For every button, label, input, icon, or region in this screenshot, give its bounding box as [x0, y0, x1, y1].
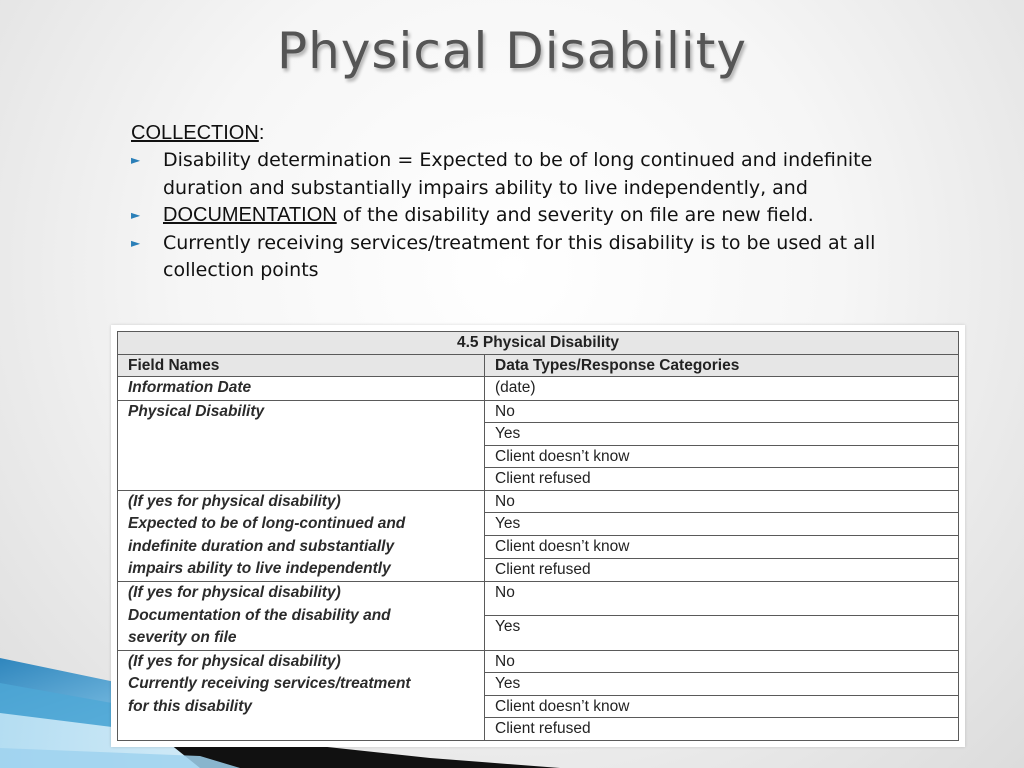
- bullet-item: [131, 147, 951, 202]
- table-caption-row: [118, 332, 959, 355]
- field-name-line: Expected to be of long-continued and: [128, 515, 406, 533]
- physical-disability-table: [117, 331, 959, 741]
- field-name-cell: [118, 581, 485, 650]
- response-category-cell: No: [485, 650, 959, 673]
- collection-heading-text: COLLECTION: [131, 122, 259, 144]
- bullet-list: [131, 147, 951, 285]
- column-header-data-types: Data Types/Response Categories: [485, 354, 959, 377]
- bullet-text: of the disability and severity on file are new field.: [336, 204, 814, 226]
- field-name-line: for this disability: [128, 697, 253, 715]
- response-category-cell: (date): [485, 377, 959, 401]
- field-name-line: (If yes for physical disability): [128, 652, 341, 670]
- collection-heading: [131, 122, 951, 145]
- collection-heading-colon: :: [258, 122, 265, 144]
- table-row: [118, 650, 959, 673]
- response-category-cell: Client doesn’t know: [485, 445, 959, 468]
- response-category-cell: Client refused: [485, 718, 959, 741]
- table-row: [118, 377, 959, 401]
- table-caption: 4.5 Physical Disability: [118, 332, 959, 355]
- field-name-line: indefinite duration and substantially: [128, 537, 395, 555]
- field-name-line: severity on file: [128, 629, 237, 647]
- bullet-text: Disability determination = Expected to be of long continued and indefinite duration and substantially impairs ability to live independently, and: [163, 149, 873, 199]
- response-category-cell: Yes: [485, 513, 959, 536]
- bullet-bold-text: DOCUMENTATION: [163, 204, 337, 226]
- data-table-image: [111, 325, 965, 747]
- arrow-bullet-icon: ►: [131, 208, 141, 222]
- table-row: [118, 490, 959, 513]
- field-name-line: Documentation of the disability and: [128, 606, 391, 624]
- arrow-bullet-icon: ►: [131, 153, 141, 167]
- response-category-cell: Yes: [485, 423, 959, 446]
- table-row: [118, 400, 959, 423]
- field-name-cell: [118, 490, 485, 581]
- response-category-cell: No: [485, 400, 959, 423]
- arrow-bullet-icon: ►: [131, 235, 141, 250]
- bullet-item: [131, 202, 951, 230]
- response-category-cell: Client doesn’t know: [485, 695, 959, 718]
- field-name-cell: [118, 400, 485, 490]
- response-category-cell: Yes: [485, 616, 959, 650]
- column-header-field-names: Field Names: [118, 354, 485, 377]
- field-name-cell: [118, 650, 485, 740]
- response-category-cell: Yes: [485, 673, 959, 696]
- response-category-cell: Client doesn’t know: [485, 536, 959, 559]
- field-name-cell: [118, 377, 485, 401]
- field-name-line: Information Date: [128, 379, 252, 396]
- response-category-cell: Client refused: [485, 559, 959, 582]
- response-category-cell: Client refused: [485, 468, 959, 491]
- field-name-line: Currently receiving services/treatment: [128, 675, 411, 693]
- bullet-item: [131, 230, 951, 285]
- field-name-line: impairs ability to live independently: [128, 560, 391, 578]
- field-name-line: Physical Disability: [128, 402, 265, 420]
- field-name-line: (If yes for physical disability): [128, 492, 341, 510]
- table-row: [118, 581, 959, 615]
- response-category-cell: No: [485, 581, 959, 615]
- bullet-text: Currently receiving services/treatment for this disability is to be used at all collection points: [163, 231, 876, 281]
- slide-body: [131, 122, 951, 285]
- slide-title: Physical Disability: [277, 22, 747, 80]
- response-category-cell: No: [485, 490, 959, 513]
- table-header-row: [118, 354, 959, 377]
- field-name-line: (If yes for physical disability): [128, 583, 341, 601]
